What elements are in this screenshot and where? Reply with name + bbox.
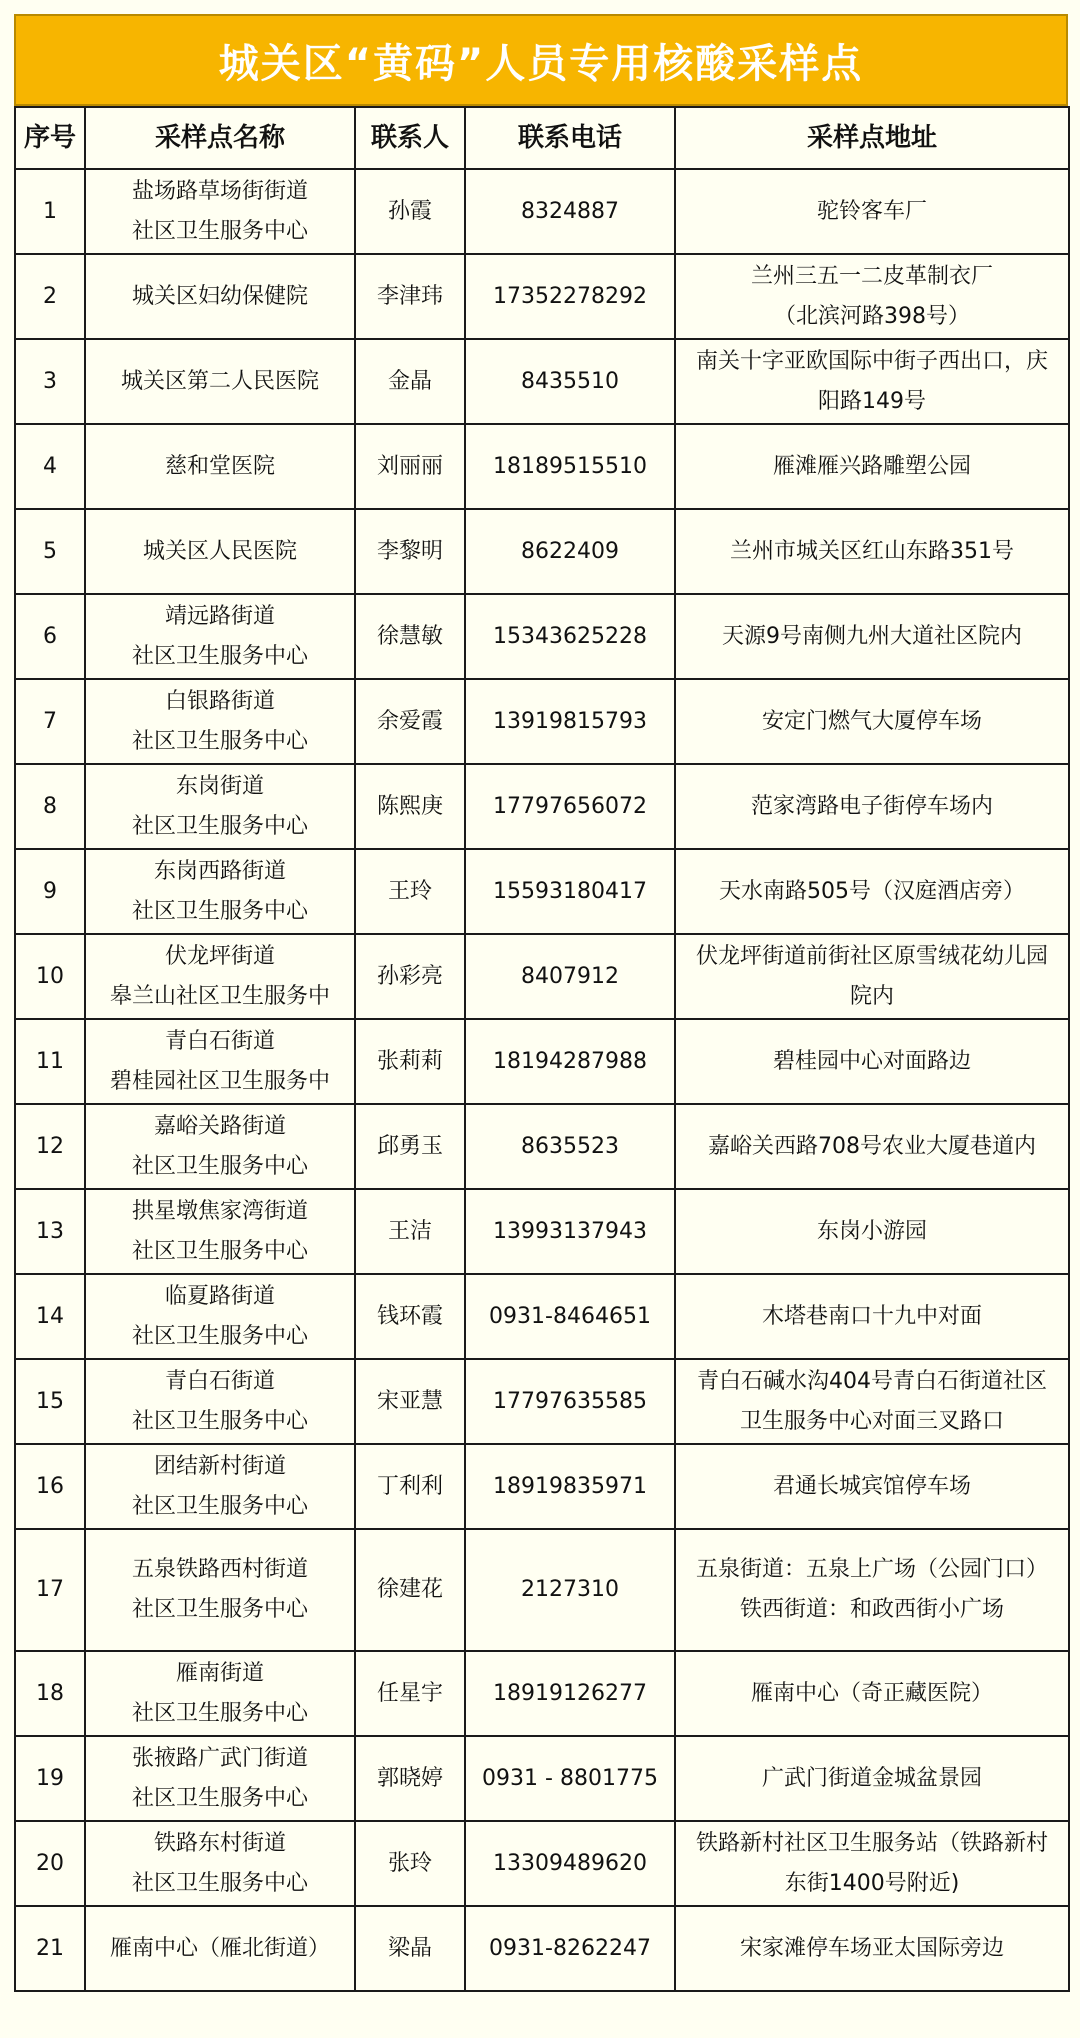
site-address (675, 849, 1069, 934)
contact-phone: 13993137943 (465, 1189, 675, 1274)
site-address (675, 1821, 1069, 1906)
header-no: 序号 (15, 107, 85, 169)
site-name-line: 临夏路街道 (164, 1283, 275, 1309)
table-row (15, 1736, 1069, 1821)
table-row (15, 1274, 1069, 1359)
table-row (15, 1189, 1069, 1274)
site-name-line: 五泉铁路西村街道 (131, 1557, 308, 1582)
row-number: 18 (15, 1651, 85, 1736)
contact-phone: 17797635585 (465, 1359, 675, 1444)
row-number: 7 (15, 679, 85, 764)
page-title: 城关区“黄码”人员专用核酸采样点 (14, 14, 1068, 106)
contact-person: 任星宇 (355, 1651, 465, 1736)
site-name-line: 伏龙坪街道 (164, 943, 275, 969)
site-address-line: 南关十字亚欧国际中街子西出口，庆 (695, 348, 1048, 374)
site-name-line: 社区卫生服务中心 (131, 218, 308, 244)
site-name-line: 社区卫生服务中心 (131, 1597, 308, 1622)
site-address-line: 范家湾路电子街停车场内 (750, 793, 993, 819)
site-name (85, 1906, 355, 1991)
contact-person: 徐慧敏 (355, 594, 465, 679)
site-address (675, 1274, 1069, 1359)
contact-phone: 0931 - 8801775 (465, 1736, 675, 1821)
row-number: 12 (15, 1104, 85, 1189)
site-address-line: 卫生服务中心对面三叉路口 (739, 1408, 1004, 1434)
table-row (15, 509, 1069, 594)
site-name-line: 团结新村街道 (153, 1453, 286, 1479)
table-row (15, 1444, 1069, 1529)
header-phone: 联系电话 (465, 107, 675, 169)
table-row (15, 1104, 1069, 1189)
site-name (85, 1529, 355, 1651)
site-address (675, 1444, 1069, 1529)
site-name (85, 679, 355, 764)
site-address-line: 木塔巷南口十九中对面 (761, 1303, 982, 1329)
site-name-line: 社区卫生服务中心 (131, 898, 308, 924)
row-number: 20 (15, 1821, 85, 1906)
contact-person: 刘丽丽 (355, 424, 465, 509)
site-address-line: 兰州市城关区红山东路351号 (730, 538, 1014, 564)
contact-phone: 17352278292 (465, 254, 675, 339)
site-name-line: 社区卫生服务中心 (131, 813, 308, 839)
table-row (15, 1906, 1069, 1991)
site-address (675, 934, 1069, 1019)
contact-phone: 8622409 (465, 509, 675, 594)
contact-phone: 18194287988 (465, 1019, 675, 1104)
site-name (85, 1821, 355, 1906)
table-row (15, 1821, 1069, 1906)
table-row (15, 764, 1069, 849)
site-address-line: 院内 (849, 983, 894, 1009)
site-name-line: 城关区人民医院 (142, 538, 297, 564)
contact-person: 金晶 (355, 339, 465, 424)
site-name (85, 1651, 355, 1736)
table-row (15, 594, 1069, 679)
row-number: 13 (15, 1189, 85, 1274)
table-row (15, 254, 1069, 339)
site-address (675, 1359, 1069, 1444)
site-address (675, 254, 1069, 339)
site-address (675, 764, 1069, 849)
site-name (85, 424, 355, 509)
site-address-line: 安定门燃气大厦停车场 (761, 708, 982, 734)
site-name-line: 社区卫生服务中心 (131, 643, 308, 669)
row-number: 15 (15, 1359, 85, 1444)
site-address-line: 兰州三五一二皮革制衣厂 (750, 263, 993, 289)
row-number: 10 (15, 934, 85, 1019)
contact-phone: 8324887 (465, 169, 675, 254)
contact-person: 徐建花 (355, 1529, 465, 1651)
site-address-line: 天水南路505号（汉庭酒店旁） (719, 878, 1025, 904)
site-name-line: 社区卫生服务中心 (131, 1323, 308, 1349)
site-address-line: 东街1400号附近) (784, 1870, 960, 1896)
site-name (85, 1359, 355, 1444)
contact-person: 李黎明 (355, 509, 465, 594)
site-name (85, 509, 355, 594)
contact-phone: 15593180417 (465, 849, 675, 934)
site-address-line: 雁南中心（奇正藏医院） (750, 1680, 993, 1706)
site-address (675, 424, 1069, 509)
table-row (15, 339, 1069, 424)
contact-person: 张莉莉 (355, 1019, 465, 1104)
site-name (85, 1736, 355, 1821)
sampling-table (14, 106, 1070, 1992)
row-number: 8 (15, 764, 85, 849)
table-header (15, 107, 1069, 169)
contact-phone: 18189515510 (465, 424, 675, 509)
site-address-line: 嘉峪关西路708号农业大厦巷道内 (708, 1133, 1036, 1159)
contact-phone: 13309489620 (465, 1821, 675, 1906)
table-row (15, 1359, 1069, 1444)
site-name-line: 嘉峪关路街道 (153, 1113, 286, 1139)
row-number: 21 (15, 1906, 85, 1991)
table-row (15, 1529, 1069, 1651)
site-name-line: 慈和堂医院 (164, 453, 275, 479)
site-address-line: 君通长城宾馆停车场 (772, 1473, 971, 1499)
table-body (15, 169, 1069, 1991)
contact-person: 钱环霞 (355, 1274, 465, 1359)
site-address (675, 594, 1069, 679)
site-address-line: 雁滩雁兴路雕塑公园 (772, 453, 971, 479)
site-name-line: 城关区第二人民医院 (120, 368, 319, 394)
table-row (15, 679, 1069, 764)
site-name-line: 社区卫生服务中心 (131, 1700, 308, 1726)
row-number: 2 (15, 254, 85, 339)
site-address (675, 1651, 1069, 1736)
site-address (675, 1019, 1069, 1104)
row-number: 5 (15, 509, 85, 594)
site-name-line: 社区卫生服务中心 (131, 1870, 308, 1896)
row-number: 1 (15, 169, 85, 254)
row-number: 9 (15, 849, 85, 934)
site-address (675, 169, 1069, 254)
contact-phone: 18919835971 (465, 1444, 675, 1529)
site-name-line: 皋兰山社区卫生服务中 (109, 983, 330, 1009)
contact-person: 李津玮 (355, 254, 465, 339)
contact-phone: 15343625228 (465, 594, 675, 679)
header-address: 采样点地址 (675, 107, 1069, 169)
contact-phone: 17797656072 (465, 764, 675, 849)
row-number: 14 (15, 1274, 85, 1359)
site-name-line: 社区卫生服务中心 (131, 1785, 308, 1811)
site-address (675, 1906, 1069, 1991)
contact-person: 宋亚慧 (355, 1359, 465, 1444)
contact-phone: 2127310 (465, 1529, 675, 1651)
row-number: 4 (15, 424, 85, 509)
contact-person: 余爱霞 (355, 679, 465, 764)
site-name-line: 靖远路街道 (164, 603, 275, 629)
site-address-line: 铁西街道：和政西街小广场 (739, 1597, 1004, 1622)
site-address-line: 阳路149号 (818, 388, 926, 414)
site-name (85, 169, 355, 254)
site-address (675, 339, 1069, 424)
row-number: 6 (15, 594, 85, 679)
contact-phone: 18919126277 (465, 1651, 675, 1736)
site-name-line: 青白石街道 (164, 1028, 275, 1054)
site-name (85, 1104, 355, 1189)
contact-phone: 8635523 (465, 1104, 675, 1189)
contact-person: 郭晓婷 (355, 1736, 465, 1821)
site-name (85, 934, 355, 1019)
site-address-line: 东岗小游园 (816, 1218, 927, 1244)
site-name (85, 1274, 355, 1359)
site-name-line: 白银路街道 (164, 688, 275, 714)
site-address-line: 五泉街道：五泉上广场（公园门口） (695, 1557, 1048, 1582)
contact-person: 张玲 (355, 1821, 465, 1906)
row-number: 19 (15, 1736, 85, 1821)
contact-phone: 0931-8262247 (465, 1906, 675, 1991)
row-number: 11 (15, 1019, 85, 1104)
site-name-line: 雁南中心（雁北街道） (109, 1935, 330, 1961)
contact-person: 丁利利 (355, 1444, 465, 1529)
contact-person: 陈熙庚 (355, 764, 465, 849)
site-address (675, 1529, 1069, 1651)
contact-person: 王玲 (355, 849, 465, 934)
table-row (15, 849, 1069, 934)
table-row (15, 424, 1069, 509)
site-address-line: 伏龙坪街道前街社区原雪绒花幼儿园 (695, 943, 1048, 969)
site-name-line: 社区卫生服务中心 (131, 1153, 308, 1179)
site-address (675, 509, 1069, 594)
site-name-line: 雁南街道 (175, 1660, 264, 1686)
contact-person: 孙彩亮 (355, 934, 465, 1019)
site-name (85, 1189, 355, 1274)
site-name (85, 594, 355, 679)
table-row (15, 934, 1069, 1019)
contact-phone: 8435510 (465, 339, 675, 424)
site-name-line: 碧桂园社区卫生服务中 (109, 1068, 330, 1094)
site-address-line: 铁路新村社区卫生服务站（铁路新村 (695, 1830, 1048, 1856)
row-number: 17 (15, 1529, 85, 1651)
table-row (15, 169, 1069, 254)
site-name-line: 铁路东村街道 (153, 1830, 286, 1856)
contact-person: 王洁 (355, 1189, 465, 1274)
site-name-line: 张掖路广武门街道 (131, 1745, 308, 1771)
site-name-line: 社区卫生服务中心 (131, 728, 308, 754)
contact-phone: 0931-8464651 (465, 1274, 675, 1359)
site-name-line: 社区卫生服务中心 (131, 1408, 308, 1434)
row-number: 3 (15, 339, 85, 424)
site-address (675, 1104, 1069, 1189)
site-name (85, 764, 355, 849)
contact-person: 梁晶 (355, 1906, 465, 1991)
row-number: 16 (15, 1444, 85, 1529)
site-name-line: 社区卫生服务中心 (131, 1238, 308, 1264)
site-address-line: 广武门街道金城盆景园 (761, 1765, 982, 1791)
contact-person: 孙霞 (355, 169, 465, 254)
site-address (675, 1189, 1069, 1274)
site-name-line: 社区卫生服务中心 (131, 1493, 308, 1519)
site-name-line: 东岗街道 (175, 773, 264, 799)
site-address (675, 679, 1069, 764)
site-address-line: （北滨河路398号） (774, 303, 970, 329)
site-address-line: 青白石碱水沟404号青白石街道社区 (697, 1368, 1047, 1394)
header-name: 采样点名称 (85, 107, 355, 169)
site-name-line: 拱星墩焦家湾街道 (131, 1198, 308, 1224)
site-address-line: 碧桂园中心对面路边 (772, 1048, 971, 1074)
contact-phone: 13919815793 (465, 679, 675, 764)
table-row (15, 1019, 1069, 1104)
site-address-line: 天源9号南侧九州大道社区院内 (722, 623, 1022, 649)
contact-phone: 8407912 (465, 934, 675, 1019)
site-address (675, 1736, 1069, 1821)
site-name (85, 339, 355, 424)
header-contact: 联系人 (355, 107, 465, 169)
site-name-line: 盐场路草场街街道 (131, 178, 308, 204)
site-name (85, 1444, 355, 1529)
site-name (85, 254, 355, 339)
site-name (85, 1019, 355, 1104)
contact-person: 邱勇玉 (355, 1104, 465, 1189)
site-address-line: 驼铃客车厂 (816, 198, 927, 224)
site-name-line: 青白石街道 (164, 1368, 275, 1394)
site-name-line: 东岗西路街道 (153, 858, 286, 884)
site-address-line: 宋家滩停车场亚太国际旁边 (739, 1935, 1004, 1961)
table-row (15, 1651, 1069, 1736)
site-name-line: 城关区妇幼保健院 (131, 283, 308, 309)
site-name (85, 849, 355, 934)
